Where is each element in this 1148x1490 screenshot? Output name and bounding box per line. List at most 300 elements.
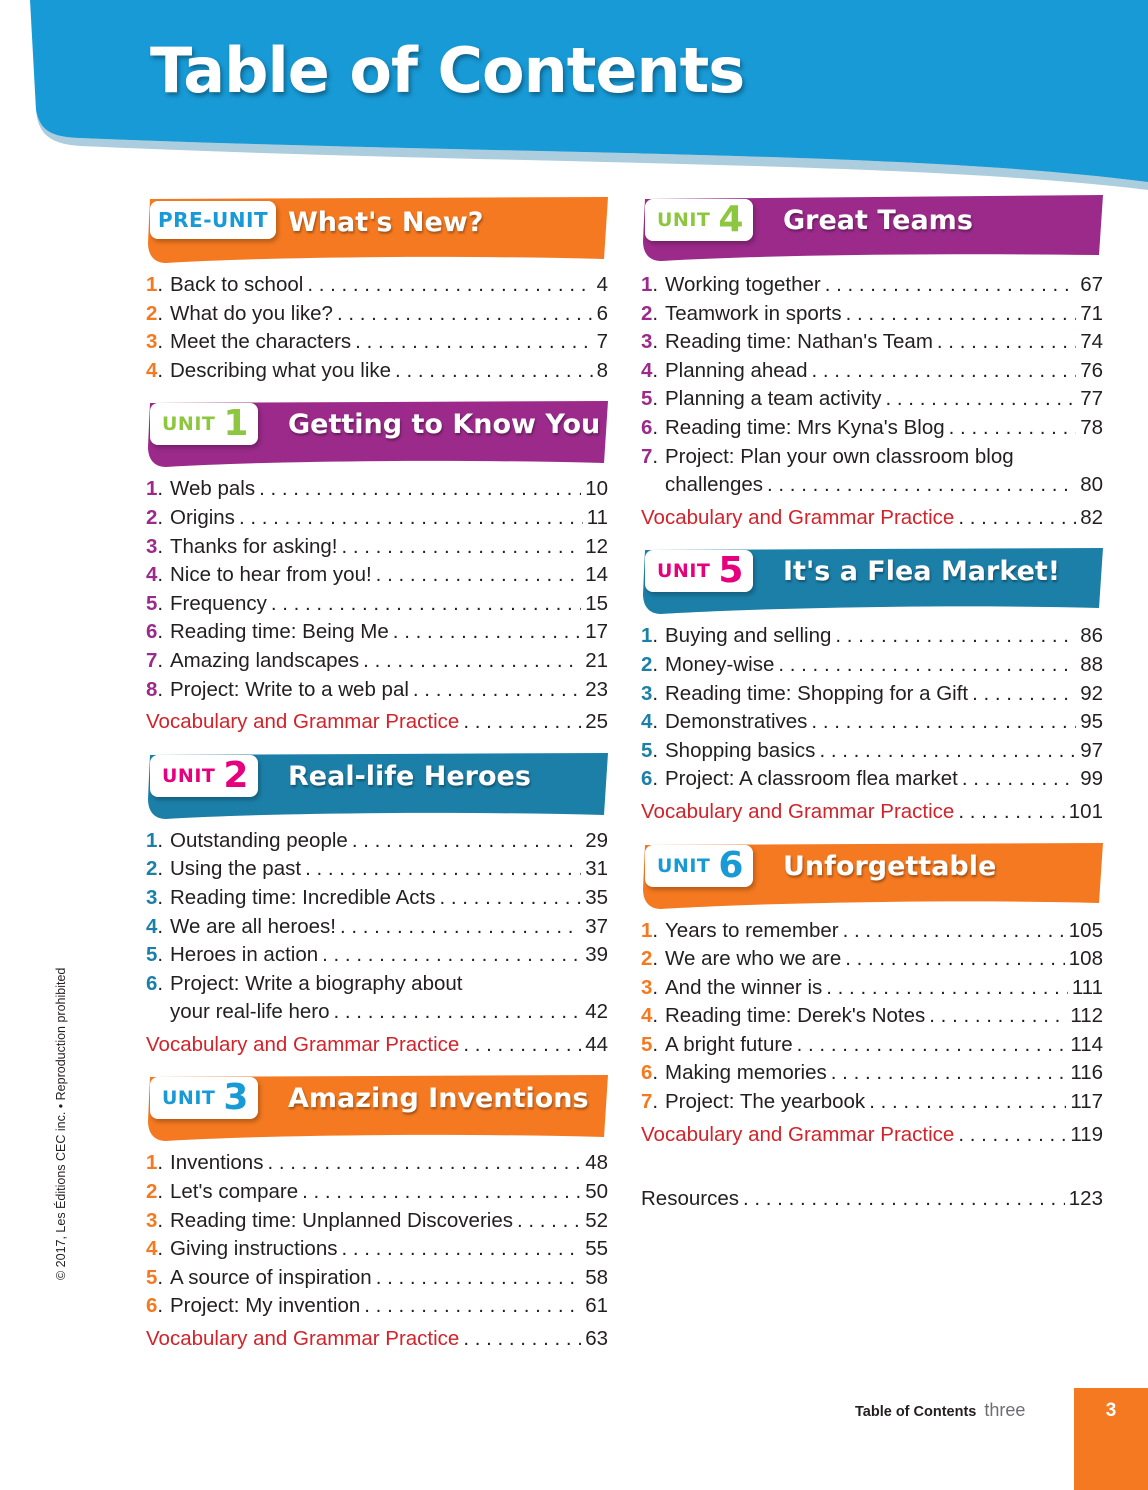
lesson-number: 3 xyxy=(641,681,653,705)
lesson-title: Web pals xyxy=(170,477,256,501)
dot-leader xyxy=(302,1178,581,1207)
lesson-number: 7 xyxy=(641,444,653,468)
vocab-grammar-entry[interactable] xyxy=(641,798,1103,827)
lesson-entry[interactable]: 3. Reading time: Unplanned Discoveries . . . 52 xyxy=(146,1207,608,1236)
dot-leader xyxy=(972,680,1076,709)
vocab-label: Vocabulary and Grammar Practice xyxy=(641,1122,955,1146)
lesson-number: 3 xyxy=(146,330,158,354)
vocab-grammar-entry[interactable] xyxy=(641,504,1103,533)
page-number: 35 xyxy=(585,885,608,909)
page-number: 42 xyxy=(585,1000,608,1024)
lesson-number: 4 xyxy=(146,914,158,938)
lesson-entry[interactable]: 5. A bright future . . . 114 xyxy=(641,1031,1103,1060)
lesson-title: Shopping basics xyxy=(665,738,816,762)
lesson-entry[interactable]: 4. We are all heroes! . . . 37 xyxy=(146,913,608,942)
unit-section-6 xyxy=(641,839,1103,1150)
page-number: 99 xyxy=(1080,767,1103,791)
page-number: 63 xyxy=(585,1327,608,1351)
lesson-title: Reading time: Mrs Kyna's Blog xyxy=(665,415,945,439)
lesson-number: 2 xyxy=(641,301,653,325)
page-number: 95 xyxy=(1080,710,1103,734)
lesson-title: Demonstratives xyxy=(665,710,808,734)
dot-leader xyxy=(743,1185,1065,1214)
lesson-entry[interactable]: 4. Nice to hear from you! . . . 14 xyxy=(146,561,608,590)
unit-tab xyxy=(645,845,753,887)
unit-number: 5 xyxy=(718,550,744,592)
page-footer xyxy=(855,1400,1025,1421)
lesson-number: 3 xyxy=(146,534,158,558)
lesson-entry[interactable]: 4. Demonstratives . . . 95 xyxy=(641,708,1103,737)
unit-tag: UNIT xyxy=(657,560,711,583)
lesson-entry[interactable]: 2. Origins . . . 11 xyxy=(146,504,608,533)
lesson-entry[interactable]: 1. Outstanding people . . . 29 xyxy=(146,827,608,856)
lesson-title: Planning ahead xyxy=(665,358,808,382)
page-number: 105 xyxy=(1068,918,1103,942)
lesson-title-continued: challenges xyxy=(665,473,764,497)
lesson-list xyxy=(641,271,1103,500)
unit-header xyxy=(641,839,1103,911)
unit-tag: UNIT xyxy=(162,1087,216,1110)
lesson-number: 8 xyxy=(146,677,158,701)
lesson-number: 5 xyxy=(641,387,653,411)
lesson-title: Project: A classroom flea market xyxy=(665,767,958,791)
lesson-number: 3 xyxy=(641,330,653,354)
lesson-number: 6 xyxy=(146,1294,158,1318)
lesson-list xyxy=(641,622,1103,794)
unit-tab xyxy=(150,201,276,239)
page-number: 25 xyxy=(585,710,608,734)
dot-leader xyxy=(958,798,1064,827)
page-number: 67 xyxy=(1080,273,1103,296)
page-number: 17 xyxy=(585,620,608,644)
lesson-entry[interactable]: 5. Shopping basics . . . 97 xyxy=(641,737,1103,766)
vocab-label: Vocabulary and Grammar Practice xyxy=(641,799,955,823)
dot-leader xyxy=(259,475,581,504)
unit-header xyxy=(146,397,608,469)
resources-label: Resources xyxy=(641,1187,739,1211)
unit-title: Great Teams xyxy=(783,205,973,236)
lesson-title-continued: your real-life hero xyxy=(170,1000,330,1024)
page-number: 58 xyxy=(585,1265,608,1289)
dot-leader xyxy=(355,328,592,357)
page-number: 97 xyxy=(1080,738,1103,762)
lesson-title: And the winner is xyxy=(665,975,823,999)
lesson-number: 4 xyxy=(641,358,653,382)
lesson-title: Reading time: Shopping for a Gift xyxy=(665,681,969,705)
lesson-entry[interactable]: 6. Project: Write a biography about your real-life hero . . . 42 xyxy=(146,970,608,1027)
lesson-number: 5 xyxy=(146,943,158,967)
page-number: 8 xyxy=(596,358,608,382)
unit-tab xyxy=(645,199,753,241)
lesson-number: 7 xyxy=(641,1090,653,1114)
lesson-number: 2 xyxy=(146,1180,158,1204)
page-number: 39 xyxy=(585,943,608,967)
vocab-grammar-entry[interactable] xyxy=(146,1031,608,1060)
lesson-entry[interactable]: 3. Reading time: Shopping for a Gift . . . 92 xyxy=(641,680,1103,709)
lesson-entry[interactable]: 2. Using the past . . . 31 xyxy=(146,855,608,884)
lesson-number: 2 xyxy=(146,505,158,529)
dot-leader xyxy=(239,504,583,533)
page-number: 31 xyxy=(585,857,608,881)
lesson-title: Back to school xyxy=(170,273,304,296)
lesson-entry[interactable]: 2. We are who we are . . . 108 xyxy=(641,945,1103,974)
page-number: 111 xyxy=(1071,975,1103,999)
unit-section-3 xyxy=(146,1071,608,1353)
dot-leader xyxy=(393,618,581,647)
lesson-title: Project: My invention xyxy=(170,1294,361,1318)
lesson-number: 5 xyxy=(146,1265,158,1289)
unit-number: 4 xyxy=(718,199,744,240)
lesson-title: Money-wise xyxy=(665,652,775,676)
dot-leader xyxy=(271,590,581,619)
lesson-title: Reading time: Nathan's Team xyxy=(665,330,933,354)
dot-leader xyxy=(929,1002,1066,1031)
lesson-entry[interactable]: 6. Project: A classroom flea market . . . 99 xyxy=(641,765,1103,794)
page-number: 116 xyxy=(1070,1061,1103,1085)
unit-tag: UNIT xyxy=(162,764,216,787)
lesson-list xyxy=(146,475,608,704)
lesson-number: 5 xyxy=(146,591,158,615)
lesson-title: Project: Write to a web pal xyxy=(170,677,409,701)
lesson-title: Teamwork in sports xyxy=(665,301,842,325)
dot-leader xyxy=(395,357,593,386)
page-number: 74 xyxy=(1080,330,1103,354)
lesson-entry[interactable]: 1. Back to school . . . 4 xyxy=(146,271,608,300)
lesson-title: Project: Write a biography about xyxy=(170,971,463,995)
dot-leader xyxy=(376,1264,581,1293)
lesson-title: We are who we are xyxy=(665,947,842,971)
lesson-entry[interactable]: 7. Amazing landscapes . . . 21 xyxy=(146,647,608,676)
lesson-title: Reading time: Derek's Notes xyxy=(665,1004,926,1028)
unit-tag: UNIT xyxy=(657,854,711,877)
page-number: 82 xyxy=(1080,505,1103,529)
lesson-title: Meet the characters xyxy=(170,330,352,354)
lesson-entry[interactable]: 6. Reading time: Mrs Kyna's Blog . . . 78 xyxy=(641,414,1103,443)
lesson-entry[interactable]: 4. Planning ahead . . . 76 xyxy=(641,357,1103,386)
dot-leader xyxy=(958,504,1076,533)
lesson-entry[interactable]: 1. Inventions . . . 48 xyxy=(146,1149,608,1178)
dot-leader xyxy=(811,708,1076,737)
lesson-number: 4 xyxy=(641,710,653,734)
lesson-number: 1 xyxy=(146,828,158,852)
lesson-title: Heroes in action xyxy=(170,943,319,967)
dot-leader xyxy=(962,765,1076,794)
toc-left-column xyxy=(146,193,608,1366)
dot-leader xyxy=(340,913,581,942)
lesson-entry[interactable]: 5. A source of inspiration . . . 58 xyxy=(146,1264,608,1293)
unit-header xyxy=(641,193,1103,265)
lesson-title: Thanks for asking! xyxy=(170,534,338,558)
lesson-entry[interactable]: 2. Teamwork in sports . . . 71 xyxy=(641,300,1103,329)
page-number: 119 xyxy=(1070,1122,1103,1146)
page-number: 15 xyxy=(585,591,608,615)
lesson-title: Reading time: Incredible Acts xyxy=(170,885,436,909)
dot-leader xyxy=(337,300,593,329)
lesson-entry[interactable]: 2. What do you like? . . . 6 xyxy=(146,300,608,329)
lesson-entry[interactable]: 1. Working together . . . 67 xyxy=(641,271,1103,300)
lesson-entry[interactable]: 1. Web pals . . . 10 xyxy=(146,475,608,504)
lesson-number: 1 xyxy=(641,624,653,648)
lesson-entry[interactable]: 3. Meet the characters . . . 7 xyxy=(146,328,608,357)
page-number: 52 xyxy=(585,1208,608,1232)
lesson-entry[interactable]: 6. Project: My invention . . . 61 xyxy=(146,1292,608,1321)
lesson-title: Reading time: Unplanned Discoveries xyxy=(170,1208,513,1232)
lesson-number: 7 xyxy=(146,648,158,672)
unit-section-5 xyxy=(641,544,1103,826)
lesson-title: Years to remember xyxy=(665,918,839,942)
lesson-number: 6 xyxy=(641,767,653,791)
lesson-title: Outstanding people xyxy=(170,828,348,852)
dot-leader xyxy=(886,385,1077,414)
dot-leader xyxy=(819,737,1076,766)
vocab-grammar-entry[interactable] xyxy=(146,1325,608,1354)
lesson-entry[interactable]: 2. Let's compare . . . 50 xyxy=(146,1178,608,1207)
page-number: 117 xyxy=(1070,1090,1103,1114)
lesson-list xyxy=(641,917,1103,1117)
copyright-notice: © 2017, Les Éditions CEC inc. • Reproduction prohibited xyxy=(54,967,68,1280)
lesson-list xyxy=(146,1149,608,1321)
page-number: 114 xyxy=(1070,1032,1103,1056)
unit-tag: PRE-UNIT xyxy=(158,208,269,232)
lesson-entry[interactable]: 6. Making memories . . . 116 xyxy=(641,1059,1103,1088)
lesson-entry[interactable]: 4. Reading time: Derek's Notes . . . 112 xyxy=(641,1002,1103,1031)
unit-number: 3 xyxy=(223,1077,249,1119)
footer-page-word: three xyxy=(984,1400,1026,1420)
dot-leader xyxy=(322,941,581,970)
dot-leader xyxy=(778,651,1076,680)
lesson-entry[interactable]: 3. And the winner is . . . 111 xyxy=(641,974,1103,1003)
page-number: 101 xyxy=(1068,799,1103,823)
page-number: 50 xyxy=(585,1180,608,1204)
unit-title: Amazing Inventions xyxy=(288,1083,589,1115)
unit-section-2 xyxy=(146,749,608,1060)
page-number: 4 xyxy=(596,273,608,296)
lesson-number: 2 xyxy=(641,947,653,971)
unit-section-1 xyxy=(146,397,608,736)
resources-entry[interactable] xyxy=(641,1185,1103,1214)
lesson-entry[interactable]: 3. Thanks for asking! . . . 12 xyxy=(146,533,608,562)
page-number: 10 xyxy=(585,477,608,501)
lesson-list xyxy=(146,271,608,385)
unit-section-4 xyxy=(641,193,1103,532)
unit-title: Unforgettable xyxy=(783,850,997,882)
lesson-number: 4 xyxy=(146,563,158,587)
page-number: 123 xyxy=(1068,1187,1103,1211)
page-number: 37 xyxy=(585,914,608,938)
vocab-label: Vocabulary and Grammar Practice xyxy=(146,1327,460,1351)
lesson-title: Amazing landscapes xyxy=(170,648,360,672)
page-number: 12 xyxy=(585,534,608,558)
lesson-title: Project: The yearbook xyxy=(665,1090,866,1114)
dot-leader xyxy=(376,561,582,590)
lesson-title: Buying and selling xyxy=(665,624,832,648)
page-number: 92 xyxy=(1080,681,1103,705)
page-number: 21 xyxy=(585,648,608,672)
lesson-list xyxy=(146,827,608,1027)
vocab-label: Vocabulary and Grammar Practice xyxy=(146,1032,460,1056)
page-number: 108 xyxy=(1068,947,1103,971)
lesson-number: 3 xyxy=(146,885,158,909)
page-number: 88 xyxy=(1080,652,1103,676)
dot-leader xyxy=(797,1031,1067,1060)
unit-title: It's a Flea Market! xyxy=(783,556,1061,588)
lesson-title: Let's compare xyxy=(170,1180,299,1204)
lesson-title: Planning a team activity xyxy=(665,387,882,411)
page-title: Table of Contents xyxy=(150,34,745,107)
unit-title: What's New? xyxy=(288,207,484,238)
page-number: 14 xyxy=(585,563,608,587)
lesson-number: 2 xyxy=(146,301,158,325)
lesson-entry[interactable]: 1. Years to remember . . . 105 xyxy=(641,917,1103,946)
page-number: 11 xyxy=(586,505,608,529)
unit-header xyxy=(146,193,608,265)
dot-leader xyxy=(812,357,1077,386)
lesson-title: What do you like? xyxy=(170,301,333,325)
page-number: 7 xyxy=(596,330,608,354)
dot-leader xyxy=(826,974,1068,1003)
unit-header xyxy=(641,544,1103,616)
lesson-number: 5 xyxy=(641,738,653,762)
lesson-number: 3 xyxy=(641,975,653,999)
lesson-title: Giving instructions xyxy=(170,1237,338,1261)
page-number: 86 xyxy=(1080,624,1103,648)
vocab-label: Vocabulary and Grammar Practice xyxy=(146,710,460,734)
lesson-title: A source of inspiration xyxy=(170,1265,372,1289)
unit-header xyxy=(146,1071,608,1143)
lesson-entry[interactable]: 5. Heroes in action . . . 39 xyxy=(146,941,608,970)
lesson-entry[interactable]: 1. Buying and selling . . . 86 xyxy=(641,622,1103,651)
lesson-number: 2 xyxy=(146,857,158,881)
dot-leader xyxy=(517,1207,581,1236)
dot-leader xyxy=(267,1149,581,1178)
dot-leader xyxy=(835,622,1076,651)
lesson-entry[interactable]: 8. Project: Write to a web pal . . . 23 xyxy=(146,676,608,705)
vocab-label: Vocabulary and Grammar Practice xyxy=(641,505,955,529)
dot-leader xyxy=(831,1059,1067,1088)
unit-title: Real-life Heroes xyxy=(288,760,531,792)
dot-leader xyxy=(440,884,582,913)
dot-leader xyxy=(363,647,581,676)
lesson-entry[interactable]: 5. Frequency . . . 15 xyxy=(146,590,608,619)
dot-leader xyxy=(843,917,1065,946)
page-number-box: 3 xyxy=(1074,1388,1148,1490)
lesson-entry[interactable]: 4. Giving instructions . . . 55 xyxy=(146,1235,608,1264)
unit-number: 2 xyxy=(223,754,249,796)
vocab-grammar-entry[interactable] xyxy=(146,708,608,737)
dot-leader xyxy=(937,328,1076,357)
page-number: 23 xyxy=(585,677,608,701)
dot-leader xyxy=(334,998,582,1027)
footer-title: Table of Contents xyxy=(855,1404,977,1420)
lesson-entry[interactable]: 2. Money-wise . . . 88 xyxy=(641,651,1103,680)
lesson-title: Project: Plan your own classroom blog xyxy=(665,444,1014,468)
page-number: 6 xyxy=(596,301,608,325)
lesson-number: 4 xyxy=(146,358,158,382)
lesson-number: 1 xyxy=(146,477,158,501)
lesson-title: Working together xyxy=(665,273,821,296)
lesson-number: 6 xyxy=(641,415,653,439)
lesson-entry[interactable]: 3. Reading time: Nathan's Team . . . 74 xyxy=(641,328,1103,357)
lesson-entry[interactable]: 6. Reading time: Being Me . . . 17 xyxy=(146,618,608,647)
page-number: 61 xyxy=(585,1294,608,1318)
page-number: 112 xyxy=(1070,1004,1103,1028)
lesson-entry[interactable]: 5. Planning a team activity . . . 77 xyxy=(641,385,1103,414)
page-number: 48 xyxy=(585,1151,608,1175)
dot-leader xyxy=(463,708,581,737)
dot-leader xyxy=(305,855,581,884)
lesson-title: Using the past xyxy=(170,857,302,881)
unit-tag: UNIT xyxy=(657,209,711,231)
lesson-number: 6 xyxy=(146,971,158,995)
unit-section-pre-unit xyxy=(146,193,608,385)
dot-leader xyxy=(869,1088,1066,1117)
dot-leader xyxy=(413,676,581,705)
unit-tag: UNIT xyxy=(162,413,216,436)
dot-leader xyxy=(341,1235,581,1264)
dot-leader xyxy=(307,271,592,300)
unit-title: Getting to Know You xyxy=(288,409,601,441)
lesson-title: Origins xyxy=(170,505,235,529)
lesson-title: Inventions xyxy=(170,1151,264,1175)
lesson-entry[interactable]: 7. Project: The yearbook . . . 117 xyxy=(641,1088,1103,1117)
lesson-title: Reading time: Being Me xyxy=(170,620,389,644)
lesson-entry[interactable]: 7. Project: Plan your own classroom blog challenges . . . 80 xyxy=(641,443,1103,500)
lesson-number: 1 xyxy=(146,1151,158,1175)
lesson-number: 6 xyxy=(146,620,158,644)
page-number: 55 xyxy=(585,1237,608,1261)
page-number: 71 xyxy=(1080,301,1103,325)
unit-tab xyxy=(150,403,258,445)
dot-leader xyxy=(342,533,582,562)
lesson-entry[interactable]: 3. Reading time: Incredible Acts . . . 35 xyxy=(146,884,608,913)
page-number: 78 xyxy=(1080,415,1103,439)
lesson-number: 4 xyxy=(641,1004,653,1028)
unit-tab xyxy=(645,550,753,592)
page-number: 76 xyxy=(1080,358,1103,382)
dot-leader xyxy=(958,1121,1066,1150)
page-number: 80 xyxy=(1080,473,1103,497)
page-number: 77 xyxy=(1080,387,1103,411)
lesson-number: 1 xyxy=(146,273,158,296)
lesson-number: 6 xyxy=(641,1061,653,1085)
lesson-title: Making memories xyxy=(665,1061,827,1085)
unit-number: 1 xyxy=(223,403,249,445)
unit-number: 6 xyxy=(718,844,744,886)
dot-leader xyxy=(463,1031,581,1060)
page-number: 44 xyxy=(585,1032,608,1056)
dot-leader xyxy=(352,827,581,856)
lesson-title: We are all heroes! xyxy=(170,914,336,938)
dot-leader xyxy=(845,945,1065,974)
lesson-number: 3 xyxy=(146,1208,158,1232)
lesson-entry[interactable]: 4. Describing what you like . . . 8 xyxy=(146,357,608,386)
unit-tab xyxy=(150,1077,258,1119)
lesson-number: 4 xyxy=(146,1237,158,1261)
dot-leader xyxy=(767,471,1076,500)
unit-tab xyxy=(150,755,258,797)
vocab-grammar-entry[interactable] xyxy=(641,1121,1103,1150)
lesson-title: Nice to hear from you! xyxy=(170,563,372,587)
lesson-number: 1 xyxy=(641,918,653,942)
dot-leader xyxy=(463,1325,581,1354)
unit-header xyxy=(146,749,608,821)
toc-right-column xyxy=(641,193,1103,1214)
dot-leader xyxy=(825,271,1076,300)
dot-leader xyxy=(949,414,1077,443)
lesson-title: Frequency xyxy=(170,591,267,615)
lesson-title: A bright future xyxy=(665,1032,793,1056)
lesson-title: Describing what you like xyxy=(170,358,392,382)
